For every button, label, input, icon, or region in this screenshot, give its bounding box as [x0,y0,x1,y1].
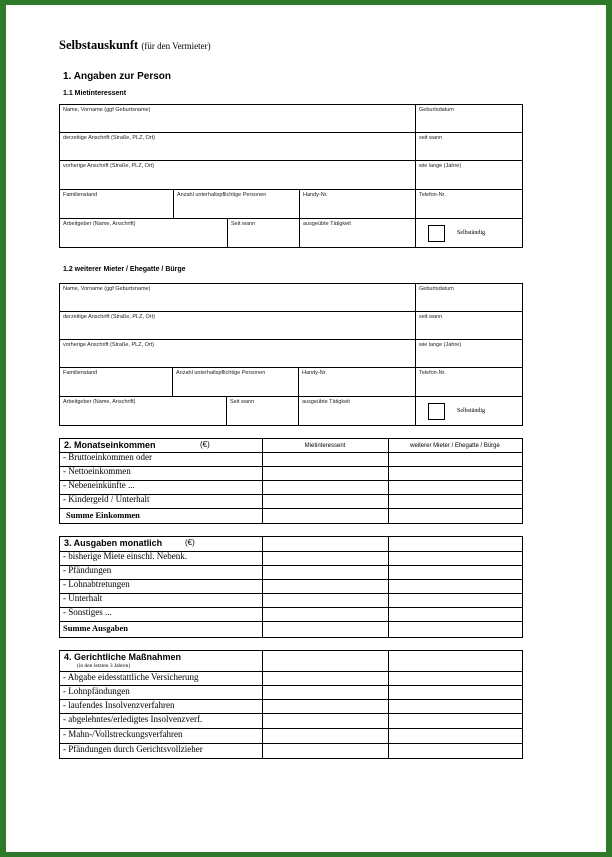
expenses-row-label: - Unterhalt [63,593,103,603]
p1-job-field[interactable] [300,219,416,247]
income-col2-header: weiterer Mieter / Ehegatte / Bürge [410,443,500,449]
p1-mobile-field[interactable] [300,190,416,219]
p1-previous-address-field[interactable] [60,161,416,190]
p2-employer-label: Arbeitgeber (Name, Anschrift) [63,399,136,405]
court-row-label: - abgelehntes/erledigtes Insolvenzverf. [63,714,203,724]
p1-self-employed-checkbox[interactable] [428,225,445,242]
p2-current-address-label: derzeitige Anschrift (Straße, PLZ, Ort) [63,314,156,320]
p1-phone-field[interactable] [416,190,522,219]
p1-phone-label: Telefon-Nr. [419,192,446,198]
court-row-label: - Abgabe eidesstattliche Versicherung [63,672,199,682]
p1-persons-label: Anzahl unterhaltspflichtige Personen [177,192,267,198]
expenses-row-label: - bisherige Miete einschl. Nebenk. [63,551,187,561]
expenses-row-label: - Pfändungen [63,565,112,575]
income-total-label: Summe Einkommen [66,510,140,520]
p2-job-field[interactable] [299,397,416,425]
p2-phone-field[interactable] [416,368,522,397]
p1-how-long-field[interactable] [416,161,522,190]
court-row-label: - laufendes Insolvenzverfahren [63,700,175,710]
p2-marital-label: Familienstand [63,370,98,376]
section1-sub2: 1.2 weiterer Mieter / Ehegatte / Bürge [63,266,186,273]
p2-birthdate-label: Geburtsdatum [419,286,454,292]
title-subtitle: (für den Vermieter) [141,41,211,51]
expenses-heading: 3. Ausgaben monatlich [64,538,163,548]
p2-name-field[interactable] [60,284,416,312]
income-row-label: - Nebeneinkünfte ... [63,480,135,490]
p2-previous-address-label: vorherige Anschrift (Straße, PLZ, Ort) [63,342,155,348]
person1-block [59,104,523,248]
p2-birthdate-field[interactable] [416,284,522,312]
court-row-label: - Lohnpfändungen [63,686,130,696]
p1-current-address-label: derzeitige Anschrift (Straße, PLZ, Ort) [63,135,156,141]
p1-birthdate-label: Geburtsdatum [419,107,454,113]
p1-emp-since-field[interactable] [228,219,300,247]
section1-sub1: 1.1 Mietinteressent [63,90,127,97]
p2-persons-label: Anzahl unterhaltspflichtige Personen [176,370,266,376]
p2-self-employed-label: Selbständig [457,408,485,414]
income-row-label: - Bruttoeinkommen oder [63,452,152,462]
p1-previous-address-label: vorherige Anschrift (Straße, PLZ, Ort) [63,163,155,169]
p2-emp-since-label: Seit wann [230,399,255,405]
expenses-table [59,536,523,638]
p1-employer-field[interactable] [60,219,228,247]
income-col1-header: Mietinteressent [304,443,346,449]
p2-mobile-label: Handy-Nr. [302,370,327,376]
court-row-label: - Mahn-/Vollstreckungsverfahren [63,729,183,739]
p1-since-field[interactable] [416,133,522,161]
court-heading: 4. Gerichtliche Maßnahmen [64,652,182,662]
section1-heading: 1. Angaben zur Person [63,71,171,82]
p1-how-long-label: wie lange (Jahre) [419,163,462,169]
p2-how-long-field[interactable] [416,340,522,368]
p2-marital-field[interactable] [60,368,173,397]
p1-name-field[interactable] [60,105,416,133]
p2-since-label: seit wann [419,314,443,320]
title-text: Selbstauskunft [59,38,139,52]
p1-name-label: Name, Vorname (ggf Geburtsname) [63,107,151,113]
p2-employer-field[interactable] [60,397,227,425]
p1-since-label: seit wann [419,135,443,141]
document-title [59,38,211,53]
court-measures-table [59,650,523,759]
p1-persons-field[interactable] [174,190,300,219]
p2-how-long-label: wie lange (Jahre) [419,342,462,348]
p1-self-employed-label: Selbständig [457,230,485,236]
expenses-row-label: - Sonstiges ... [63,607,112,617]
person2-block [59,283,523,426]
income-row-label: - Kindergeld / Unterhalt [63,494,150,504]
income-table [59,438,523,524]
p2-persons-field[interactable] [173,368,299,397]
p2-self-employed-checkbox[interactable] [428,403,445,420]
p1-birthdate-field[interactable] [416,105,522,133]
p2-name-label: Name, Vorname (ggf Geburtsname) [63,286,151,292]
p2-since-field[interactable] [416,312,522,340]
income-unit: (€) [200,440,210,449]
p2-phone-label: Telefon-Nr. [419,370,446,376]
court-row-label: - Pfändungen durch Gerichtsvollzieher [63,744,203,754]
expenses-total-label: Summe Ausgaben [63,623,128,633]
p1-mobile-label: Handy-Nr. [303,192,328,198]
p2-current-address-field[interactable] [60,312,416,340]
p1-marital-field[interactable] [60,190,174,219]
p1-emp-since-label: Seit wann [231,221,256,227]
p1-employer-label: Arbeitgeber (Name, Anschrift) [63,221,136,227]
p2-mobile-field[interactable] [299,368,416,397]
p2-emp-since-field[interactable] [227,397,299,425]
income-row-label: - Nettoeinkommen [63,466,131,476]
p2-job-label: ausgeübte Tätigkeit [302,399,350,405]
p1-job-label: ausgeübte Tätigkeit [303,221,351,227]
expenses-row-label: - Lohnabtretungen [63,579,130,589]
p1-current-address-field[interactable] [60,133,416,161]
expenses-unit: (€) [185,538,195,547]
p2-previous-address-field[interactable] [60,340,416,368]
p1-marital-label: Familienstand [63,192,98,198]
income-heading: 2. Monatseinkommen [64,440,156,450]
court-subheading: (in den letzten 3 Jahren) [77,663,131,669]
